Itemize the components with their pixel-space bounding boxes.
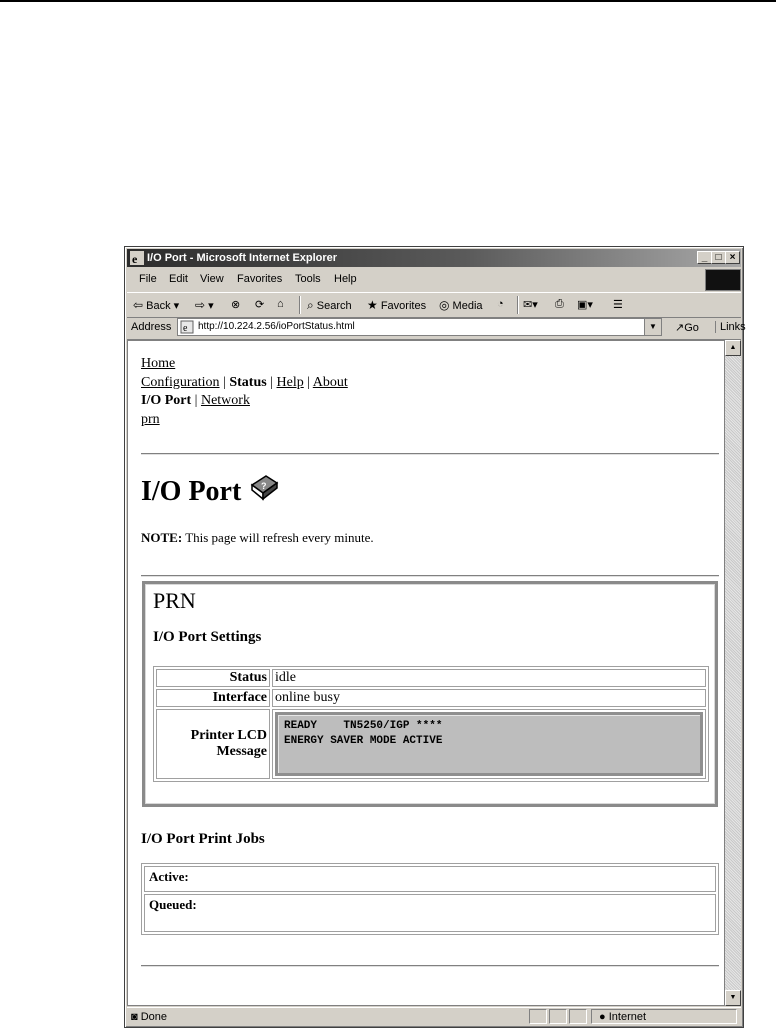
mail-icon[interactable]: ✉▾ [523,299,538,311]
refresh-note [141,530,374,546]
interface-value: online busy [272,689,706,707]
interface-label: Interface [156,689,270,707]
nav-help-link[interactable]: Help [276,374,304,390]
table-row [156,689,706,707]
status-cell [529,1009,547,1024]
menu-file[interactable]: File [139,273,157,285]
note-label: NOTE: [141,530,183,545]
maximize-button[interactable]: □ [711,251,726,264]
address-bar [127,317,746,340]
table-row [144,866,716,892]
prn-title: PRN [153,588,196,613]
help-book-icon[interactable] [248,473,280,503]
search-button[interactable] [307,298,352,313]
status-bar [127,1007,741,1026]
divider [141,575,719,577]
window-title: I/O Port - Microsoft Internet Explorer [147,252,338,264]
address-label: Address [131,321,172,333]
printer-lcd-display [275,712,703,776]
active-jobs-cell: Active: [144,866,716,892]
table-row [144,894,716,932]
status-done-label: Done [140,1011,168,1023]
nav-home-link[interactable]: Home [141,356,176,371]
menu-tools[interactable]: Tools [295,273,321,285]
svg-text:e: e [132,252,138,265]
minimize-button[interactable]: _ [697,251,712,264]
search-icon: ⌕ [307,298,314,312]
page-done-icon: ◙ [131,1011,138,1023]
zone-label: Internet [608,1011,647,1023]
scroll-down-icon[interactable]: ▼ [725,990,741,1006]
lcd-label-line-1: Printer LCD [190,728,267,743]
lcd-line-1: READY TN5250/IGP **** [284,720,443,732]
stop-icon[interactable]: ⊗ [231,299,241,311]
page-viewport [127,340,725,1006]
divider [141,965,719,967]
forward-button[interactable] [195,298,214,312]
prn-port-panel [142,581,718,807]
back-arrow-icon: ⇦ [133,298,144,312]
back-label: Back [146,300,171,312]
page-icon [180,320,194,334]
page-top-rule [0,0,776,2]
media-label: Media [452,300,483,312]
status-cell [549,1009,567,1024]
media-icon: ◎ [439,298,450,312]
discuss-icon[interactable]: ☰ [613,299,623,311]
settings-table [153,666,709,782]
nav-separator: | [307,374,311,390]
windows-logo-throbber [705,269,741,291]
status-label: Status [156,669,270,687]
svg-text:e: e [183,323,188,334]
table-row [156,669,706,687]
title-bar[interactable] [127,249,741,267]
svg-text:?: ? [261,481,267,491]
menu-bar [127,269,741,289]
home-icon[interactable]: ⌂ [277,298,284,310]
nav-separator: | [223,374,226,390]
forward-arrow-icon: ⇨ [195,298,206,312]
menu-edit[interactable]: Edit [169,273,188,285]
nav-separator: | [270,374,274,390]
table-row [156,709,706,779]
browser-window [124,246,744,1028]
go-label: Go [684,322,699,334]
search-label: Search [316,300,352,312]
nav-network-link[interactable]: Network [200,393,250,408]
print-jobs-table [141,863,719,935]
nav-about-link[interactable]: About [312,374,348,390]
close-button[interactable]: × [725,251,740,264]
globe-icon: ● [599,1011,606,1023]
printer-lcd-label [156,709,270,779]
lcd-line-2: ENERGY SAVER MODE ACTIVE [284,735,443,747]
status-cell [569,1009,587,1024]
edit-icon[interactable]: ▣▾ [577,299,593,311]
menu-view[interactable]: View [200,273,224,285]
nav-separator: | [194,393,198,408]
go-arrow-icon: ↗ [675,322,685,334]
favorites-star-icon: ★ [367,298,378,312]
note-text: This page will refresh every minute. [185,530,374,545]
status-value: idle [272,669,706,687]
print-jobs-heading: I/O Port Print Jobs [141,831,265,847]
menu-favorites[interactable]: Favorites [237,273,283,285]
io-port-settings-heading: I/O Port Settings [153,629,262,645]
security-zone [599,1011,646,1023]
toolbar-separator [299,296,301,314]
back-button[interactable] [133,298,179,312]
menu-help[interactable]: Help [334,273,357,285]
status-text [131,1011,167,1023]
go-button[interactable] [675,321,699,334]
refresh-icon[interactable]: ⟳ [255,299,265,311]
ie-app-icon [130,251,144,265]
printer-lcd-cell [272,709,706,779]
breadcrumb-nav [141,355,348,429]
media-button[interactable] [439,298,483,312]
print-icon[interactable]: ⎙ [555,298,564,310]
links-button[interactable]: Links [715,321,746,333]
history-icon[interactable]: ◔ [497,298,504,310]
divider [141,453,719,455]
lcd-label-line-2: Message [216,744,267,759]
nav-configuration-link[interactable]: Configuration [141,374,220,390]
address-url: http://10.224.2.56/ioPortStatus.html [198,321,355,332]
page-title-text: I/O Port [141,476,242,507]
favorites-label: Favorites [380,300,427,312]
back-dropdown-icon[interactable]: ▾ [173,300,180,312]
nav-io-port-current: I/O Port [141,393,192,408]
queued-jobs-cell: Queued: [144,894,716,932]
toolbar-separator [517,296,519,314]
nav-prn-link[interactable]: prn [141,411,160,427]
favorites-button[interactable] [367,298,426,312]
scroll-up-icon[interactable]: ▲ [725,340,741,356]
toolbar [127,292,741,318]
page-title [141,473,280,508]
nav-status-current: Status [229,374,267,390]
vertical-scrollbar[interactable] [725,340,741,1006]
address-dropdown-icon[interactable]: ▼ [644,319,661,335]
address-input[interactable] [177,318,662,336]
forward-dropdown-icon[interactable]: ▾ [208,300,214,312]
